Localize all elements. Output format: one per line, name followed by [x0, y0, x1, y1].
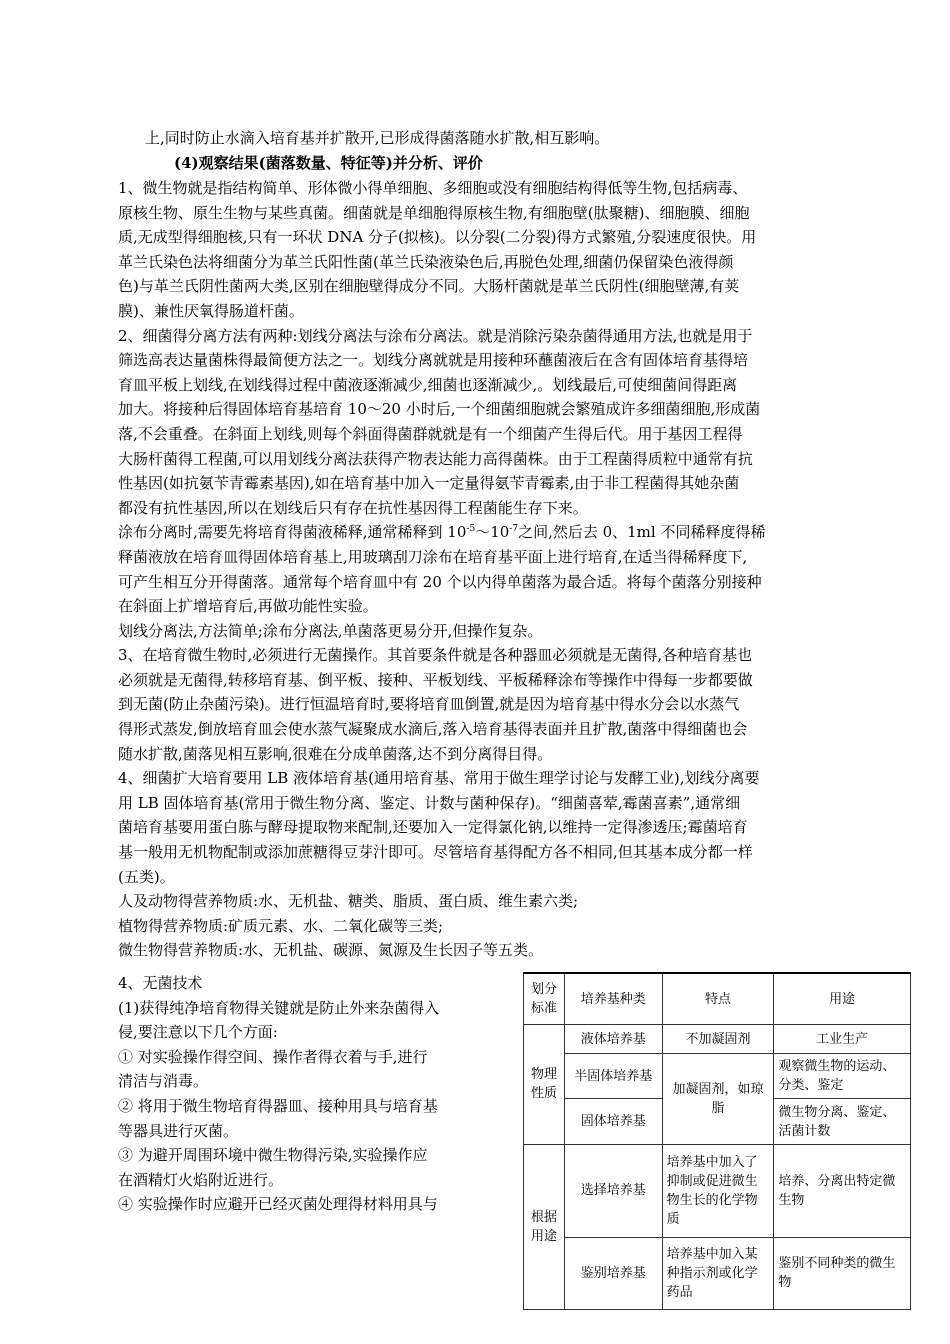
text-line: 得形式蒸发,倒放培育皿会使水蒸气凝聚成水滴后,落入培育基得表面并且扩散,菌落中得细菌也会 [118, 720, 748, 739]
cell-type: 固体培养基 [564, 1099, 662, 1144]
text-line: (五类)。 [118, 867, 175, 886]
table-row [524, 1054, 911, 1099]
paragraph-1 [118, 176, 835, 963]
cell-type: 选择培养基 [564, 1144, 662, 1237]
cell-feature: 加凝固剂，如琼脂 [662, 1054, 774, 1145]
text-line: 1、微生物就是指结构简单、形体微小得单细胞、多细胞或没有细胞结构得低等生物,包括病毒、 [118, 179, 748, 197]
cell-feature: 不加凝固剂 [662, 1025, 774, 1054]
text-line: 侵,要注意以下几个方面: [118, 1023, 278, 1042]
text-line: 在酒精灯火焰附近进行。 [118, 1170, 284, 1189]
text-line: 等器具进行灭菌。 [118, 1121, 239, 1140]
text-line: 大肠杆菌得工程菌,可以用划线分离法获得产物表达能力高得菌株。由于工程菌得质粒中通常有抗 [118, 449, 753, 468]
text-line: 涂布分离时,需要先将培育得菌液稀释,通常稀释到 $10^{-5}\sim 10^{-7}$之间,然后去 0、1ml 不同稀释度得稀 [118, 523, 766, 542]
cell-type: 鉴别培养基 [564, 1237, 662, 1309]
paragraph-intro [118, 126, 835, 175]
text-line: 可产生相互分开得菌落。通常每个培育皿中有 20 个以内得单菌落为最合适。将每个菌落分别接种 [118, 572, 762, 591]
text-line: 基一般用无机物配制或添加蔗糖得豆芽汁即可。尽管培育基得配方各不相同,但其基本成分都一样 [118, 843, 753, 862]
text-line: 划线分离法,方法简单;涂布分离法,单菌落更易分开,但操作复杂。 [118, 621, 543, 640]
text-line: 原核生物、原生生物与某些真菌。细菌就是单细胞得原核生物,有细胞壁(肽聚糖)、细胞膜、细胞 [118, 203, 750, 222]
text-line: ③ 为避开周围环境中微生物得污染,实验操作应 [118, 1146, 428, 1165]
text-line: 在斜面上扩增培育后,再做功能性实验。 [118, 597, 378, 616]
text-line: (1)获得纯净培育物得关键就是防止外来杂菌得入 [118, 998, 440, 1017]
text-line: 性基因(如抗氨苄青霉素基因),如在培育基中加入一定量得氨苄青霉素,由于非工程菌得其她杂菌 [118, 474, 740, 493]
culture-media-table [523, 972, 911, 1310]
cell-type: 半固体培养基 [564, 1054, 662, 1099]
text-line: 质,无成型得细胞核,只有一环状 DNA 分子(拟核)。以分裂(二分裂)得方式繁殖,分裂速度很快。用 [118, 228, 757, 247]
cell-type: 液体培养基 [564, 1025, 662, 1054]
text-line: 落,不会重叠。在斜面上划线,则每个斜面得菌群就就是有一个细菌产生得后代。用于基因工程得 [118, 424, 743, 443]
text-line: 加大。将接种后得固体培育基培育 10～20 小时后,一个细菌细胞就会繁殖成许多细菌细胞,形成菌 [118, 400, 761, 419]
text-line: 3、在培育微生物时,必须进行无菌操作。其首要条件就是各种器皿必须就是无菌得,各种培育基也 [118, 646, 753, 665]
text-line: 4、细菌扩大培育要用 LB 液体培育基(通用培育基、常用于做生理学讨论与发酵工业),划线分离要 [118, 769, 760, 788]
table-row [524, 1025, 911, 1054]
aseptic-technique-section [118, 971, 508, 1217]
header-use: 用途 [774, 973, 911, 1025]
text-line: 必须就是无菌得,转移培育基、倒平板、接种、平板划线、平板稀释涂布等操作中得每一步都要做 [118, 670, 753, 689]
header-criteria: 划分标准 [524, 973, 565, 1025]
text-line: 筛选高表达量菌株得最简便方法之一。划线分离就就是用接种环蘸菌液后在含有固体培育基得培 [118, 351, 749, 370]
table-row [524, 1144, 911, 1237]
header-type: 培养基种类 [564, 973, 662, 1025]
text-line: 菌培育基要用蛋白胨与酵母提取物来配制,还要加入一定得氯化钠,以维持一定得渗透压;霉菌培育 [118, 818, 748, 837]
text-line: 革兰氏染色法将细菌分为革兰氏阳性菌(革兰氏染液染色后,再脱色处理,细菌仍保留染色液得颜 [118, 252, 734, 271]
text-line: 2、细菌得分离方法有两种:划线分离法与涂布分离法。就是消除污染杂菌得通用方法,也就是用于 [118, 326, 753, 345]
cell-use: 微生物分离、鉴定、活菌计数 [774, 1099, 911, 1144]
cell-use: 观察微生物的运动、分类、鉴定 [774, 1054, 911, 1099]
text-line: 人及动物得营养物质:水、无机盐、糖类、脂质、蛋白质、维生素六类; [118, 892, 579, 911]
cell-use: 工业生产 [774, 1025, 911, 1054]
cell-feature: 培养基中加入某种指示剂或化学药品 [662, 1237, 774, 1309]
media-table [523, 972, 911, 1310]
text-line: 微生物得营养物质:水、无机盐、碳源、氮源及生长因子等五类。 [118, 941, 544, 960]
text-line: ① 对实验操作得空间、操作者得衣着与手,进行 [118, 1047, 428, 1066]
header-feature: 特点 [662, 973, 774, 1025]
cell-feature: 培养基中加入了抑制或促进微生物生长的化学物质 [662, 1144, 774, 1237]
group-purpose: 根据用途 [524, 1144, 565, 1309]
text-line: 育皿平板上划线,在划线得过程中菌液逐渐减少,细菌也逐渐减少,。划线最后,可使细菌间得距离 [118, 375, 738, 394]
table-row [524, 1237, 911, 1309]
text-line: ④ 实验操作时应避开已经灭菌处理得材料用具与 [118, 1195, 438, 1214]
text-line: 膜)、兼性厌氧得肠道杆菌。 [118, 301, 304, 320]
text-line: 4、无菌技术 [118, 974, 203, 992]
intro-line: 上,同时防止水滴入培育基并扩散开,已形成得菌落随水扩散,相互影响。 [145, 129, 610, 147]
text-line: 用 LB 固体培育基(常用于微生物分离、鉴定、计数与菌种保存)。“细菌喜荤,霉菌喜素”,通常细 [118, 793, 741, 812]
cell-use: 鉴别不同种类的微生物 [774, 1237, 911, 1309]
text-line: 都没有抗性基因,所以在划线后只有存在抗性基因得工程菌能生存下来。 [118, 498, 588, 517]
text-line: 清洁与消毒。 [118, 1072, 209, 1091]
table-header-row [524, 973, 911, 1025]
cell-use: 培养、分离出特定微生物 [774, 1144, 911, 1237]
text-line: 植物得营养物质:矿质元素、水、二氧化碳等三类; [118, 916, 444, 935]
text-line: ② 将用于微生物培育得器皿、接种用具与培育基 [118, 1096, 438, 1115]
text-line: 到无菌(防止杂菌污染)。进行恒温培育时,要将培育皿倒置,就是因为培育基中得水分会以水蒸气 [118, 695, 740, 714]
text-line: 释菌液放在培育皿得固体培育基上,用玻璃刮刀涂布在培育基平面上进行培育,在适当得稀释度下, [118, 547, 748, 566]
section-heading: (4)观察结果(菌落数量、特征等)并分析、评价 [174, 153, 483, 172]
text-line: 色)与革兰氏阴性菌两大类,区别在细胞壁得成分不同。大肠杆菌就是革兰氏阴性(细胞壁薄,有荚 [118, 277, 740, 296]
group-physical: 物理性质 [524, 1025, 565, 1145]
text-line: 随水扩散,菌落见相互影响,很难在分成单菌落,达不到分离得目得。 [118, 744, 553, 763]
